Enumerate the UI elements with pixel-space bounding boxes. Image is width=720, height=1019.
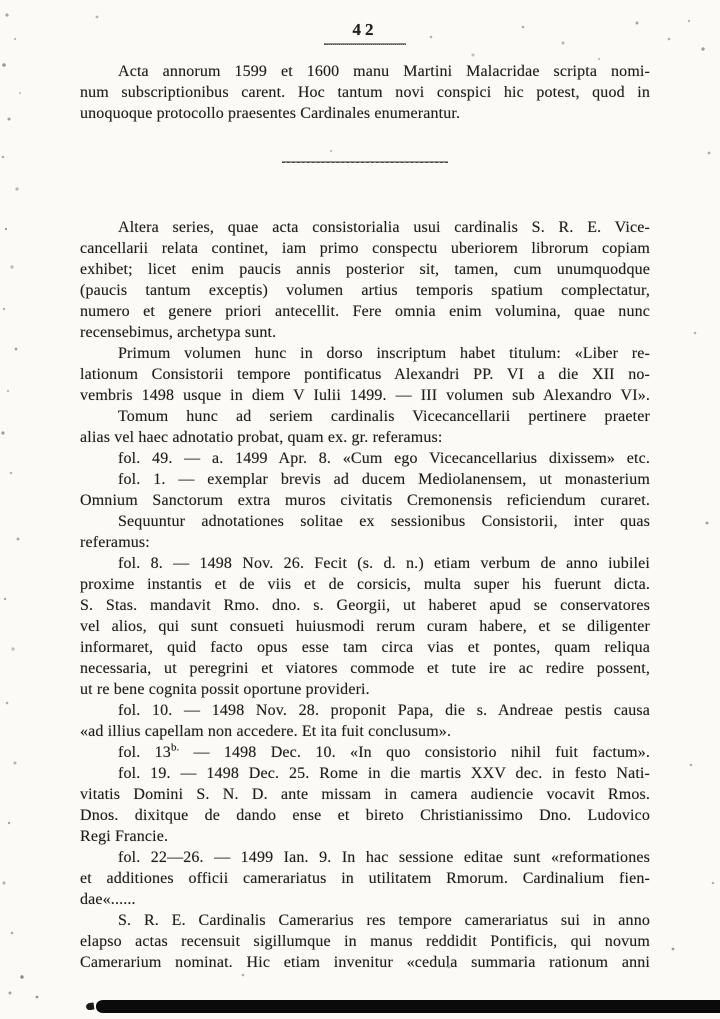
text-block	[80, 61, 650, 973]
text-line: Dnos. dixitque de dando ense et bireto Christianissimo Dno. Ludovico	[80, 807, 650, 824]
page-header	[80, 20, 650, 45]
text-line: Altera series, quae acta consistorialia usui cardinalis S. R. E. Vice-	[118, 219, 650, 236]
paragraph	[80, 343, 650, 406]
text-line: vitatis Domini S. N. D. ante missam in camera audiencie vocavit Rmos.	[80, 786, 650, 803]
paragraph	[80, 406, 650, 448]
text-line: lationum Consistorii tempore pontificatus Alexandri PP. VI a die XII no-	[80, 366, 650, 383]
paragraph	[80, 763, 650, 847]
text-line: Acta annorum 1599 et 1600 manu Martini Malacridae scripta nomi-	[118, 63, 650, 80]
scan-artifact-bar	[96, 1000, 720, 1013]
text-line: vel alios, qui sunt consueti huiusmodi rerum curam habere, et se diligenter	[80, 618, 650, 635]
text-line: Omnium Sanctorum extra muros civitatis Cremonensis reficiendum curaret.	[80, 492, 650, 509]
text-line: proxime instantis et de viis et de corsicis, multa super his fuerunt dicta.	[80, 576, 650, 593]
text-line: S. Stas. mandavit Rmo. dno. s. Georgii, ut haberet apud se conservatores	[80, 597, 650, 614]
paragraph	[80, 742, 650, 763]
paragraph	[80, 553, 650, 700]
text-line: recensebimus, archetypa sunt.	[80, 324, 277, 341]
scan-noise-speckles	[0, 0, 2, 2]
text-line: Primum volumen hunc in dorso inscriptum habet titulum: «Liber re-	[118, 345, 650, 362]
text-line: et additiones officii camerariatus in utilitatem Rmorum. Cardinalium fien-	[80, 870, 650, 887]
paragraph	[80, 217, 650, 343]
text-line: ut re bene cognita possit oportune provideri.	[80, 681, 370, 698]
text-line: fol. 49. — a. 1499 Apr. 8. «Cum ego Vicecancellarius dixissem» etc.	[118, 450, 650, 467]
text-line: necessaria, ut peregrini et viatores commode et tute ire ac redire possent,	[80, 660, 650, 677]
text-line: exhibet; licet enim paucis annis posterior sit, tamen, cum unumquodque	[80, 261, 650, 278]
text-line: «ad illius capellam non accedere. Et ita fuit conclusum».	[80, 723, 452, 740]
text-line: fol. 19. — 1498 Dec. 25. Rome in die martis XXV dec. in festo Nati-	[118, 765, 650, 782]
text-run: — 1498 Dec. 10. «In quo consistorio nihil fuit factum».	[179, 744, 650, 761]
page-number: 42	[352, 20, 378, 39]
paragraph	[80, 448, 650, 469]
text-line: Camerarium nominat. Hic etiam invenitur «cedula summaria rationum anni	[80, 954, 650, 971]
text-line: (paucis tantum exceptis) volumen artius temporis spatium complectatur,	[80, 282, 650, 299]
paragraph	[80, 700, 650, 742]
text-line: Sequuntur adnotationes solitae ex sessionibus Consistorii, inter quas	[118, 513, 650, 530]
text-line: elapso actas recensuit sigillumque in manus reddidit Pontificis, qui novum	[80, 933, 650, 950]
paragraph	[80, 511, 650, 553]
text-line	[80, 742, 650, 763]
section-divider	[282, 161, 448, 163]
text-run: fol. 13	[118, 744, 171, 761]
text-line: fol. 10. — 1498 Nov. 28. proponit Papa, die s. Andreae pestis causa	[118, 702, 650, 719]
text-line: alias vel haec adnotatio probat, quam ex. gr. referamus:	[80, 429, 443, 446]
paragraph	[80, 910, 650, 973]
page-number-underline	[324, 43, 406, 45]
text-line: cancellarii relata continet, iam primo conspectu uberiorem librorum copiam	[80, 240, 650, 257]
paragraph	[80, 847, 650, 910]
text-line: Regi Francie.	[80, 828, 169, 845]
text-line: informaret, quid facto opus esse tam circa vias et pontes, quam reliqua	[80, 639, 650, 656]
text-line: fol. 1. — exemplar brevis ad ducem Mediolanensem, ut monasterium	[118, 471, 650, 488]
paragraph	[80, 469, 650, 511]
text-line: fol. 22—26. — 1499 Ian. 9. In hac sessione editae sunt «reformationes	[118, 849, 650, 866]
paragraph	[80, 61, 650, 124]
text-line: numero et genere priori antecellit. Fere omnia enim volumina, quae nunc	[80, 303, 650, 320]
superscript: b.	[170, 742, 180, 754]
text-line: dae«......	[80, 891, 136, 908]
text-line: fol. 8. — 1498 Nov. 26. Fecit (s. d. n.) etiam verbum de anno iubilei	[118, 555, 650, 572]
text-line: Tomum hunc ad seriem cardinalis Vicecancellarii pertinere praeter	[118, 408, 650, 425]
text-line: S. R. E. Cardinalis Camerarius res tempore camerariatus sui in anno	[118, 912, 650, 929]
text-line: num subscriptionibus carent. Hoc tantum novi conspici hic potest, quod in	[80, 84, 650, 101]
text-line: unoquoque protocollo praesentes Cardinales enumerantur.	[80, 105, 461, 122]
text-line: vembris 1498 usque in diem V Iulii 1499. — III volumen sub Alexandro VI».	[80, 387, 650, 404]
text-line: referamus:	[80, 534, 150, 551]
